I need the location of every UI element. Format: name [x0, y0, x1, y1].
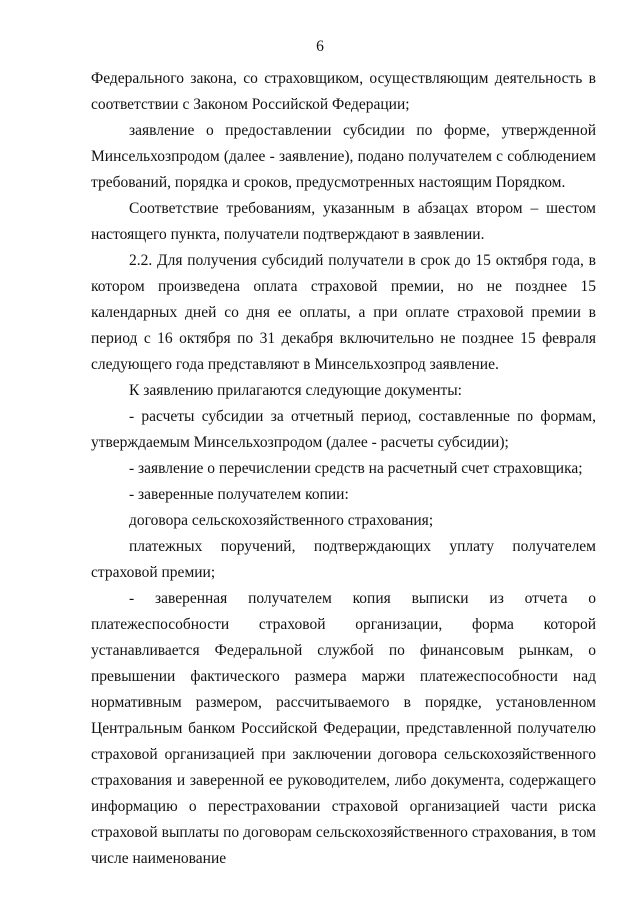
document-body: [91, 66, 596, 872]
list-item-certified-copies: - заверенные получателем копии:: [129, 486, 349, 503]
page-number: 6: [316, 38, 324, 55]
paragraph-continuation: Федерального закона, со страховщиком, осуществляющим деятельность в соответствии с Законом Российской Федерации;: [91, 70, 596, 113]
paragraph-2-2: 2.2. Для получения субсидий получатели в срок до 15 октября года, в котором произведена оплата страховой премии, но не позднее 15 календарных дней со дня ее оплаты, а при оплате страховой премии в период с 16 октября по 31 декабря включительно не позднее 15 февраля следующего года представляют в Минсельхозпрод заявление.: [91, 252, 596, 373]
paragraph-application: заявление о предоставлении субсидии по форме, утвержденной Минсельхозпродом (далее - заявление), подано получателем с соблюдением требований, порядка и сроков, предусмотренных настоящим Порядком.: [91, 122, 596, 191]
list-item-solvency-extract: - заверенная получателем копия выписки из отчета о платежеспособности страховой организации, форма которой устанавливается Федеральной службой по финансовым рынкам, о превышении фактического размера маржи платежеспособности над нормативным размером, рассчитываемого в порядке, установленном Центральным банком Российской Федерации, представленной получателю страховой организацией при заключении договора сельскохозяйственного страхования и заверенной ее руководителем, либо документа, содержащего информацию о перестраховании страховой организацией части риска страховой выплаты по договорам сельскохозяйственного страхования, в том числе наименование: [91, 590, 596, 867]
list-item-transfer-request: - заявление о перечислении средств на расчетный счет страховщика;: [129, 460, 583, 477]
sub-item-insurance-contract: договора сельскохозяйственного страхования;: [129, 512, 434, 529]
sub-item-payment-orders: платежных поручений, подтверждающих уплату получателем страховой премии;: [91, 538, 596, 581]
paragraph-compliance: Соответствие требованиям, указанным в абзацах втором – шестом настоящего пункта, получатели подтверждают в заявлении.: [91, 200, 596, 243]
paragraph-attachments-intro: К заявлению прилагаются следующие документы:: [129, 382, 462, 399]
list-item-calculations: - расчеты субсидии за отчетный период, составленные по формам, утверждаемым Минсельхозпродом (далее - расчеты субсидии);: [91, 408, 596, 451]
